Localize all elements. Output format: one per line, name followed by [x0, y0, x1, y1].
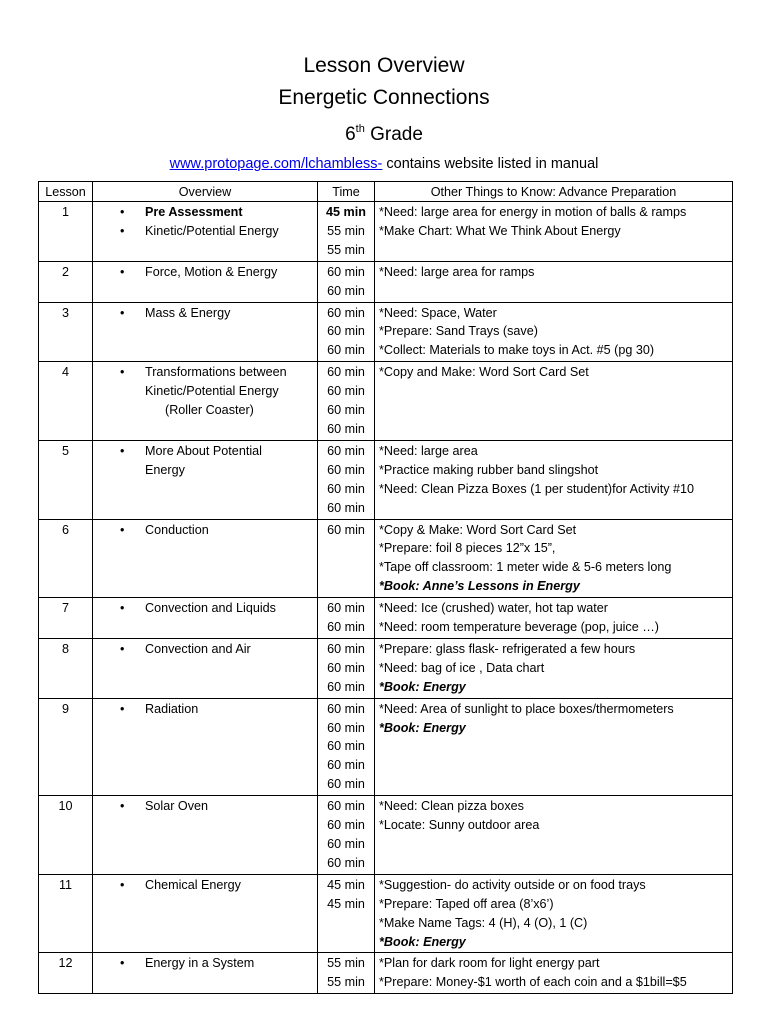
overview-text: Kinetic/Potential Energy [145, 384, 279, 399]
overview-item [97, 700, 313, 719]
note-line: *Plan for dark room for light energy part [379, 956, 600, 971]
time-value: 60 min [327, 443, 365, 458]
table-row [39, 519, 733, 598]
lesson-number: 8 [39, 638, 93, 698]
lesson-number: 4 [39, 362, 93, 441]
lesson-number: 9 [39, 698, 93, 796]
table-header-row [39, 182, 733, 202]
overview-list [97, 797, 313, 816]
note-line: *Need: large area [379, 443, 478, 458]
note-line: *Copy & Make: Word Sort Card Set [379, 522, 577, 537]
lesson-time [318, 202, 375, 262]
overview-item [97, 401, 313, 420]
note-line: *Practice making rubber band slingshot [379, 462, 599, 477]
table-row [39, 953, 733, 994]
lesson-time [318, 698, 375, 796]
time-value: 60 min [327, 324, 365, 339]
header-lesson: Lesson [39, 182, 93, 202]
lesson-time [318, 261, 375, 302]
table-row [39, 874, 733, 953]
time-value: 60 min [327, 365, 365, 380]
bullet-icon: • [120, 305, 125, 320]
time-value: 60 min [327, 818, 365, 833]
grade-line [0, 115, 768, 149]
lesson-number: 11 [39, 874, 93, 953]
lesson-notes [375, 261, 733, 302]
lesson-notes [375, 202, 733, 262]
overview-list [97, 599, 313, 618]
lesson-time [318, 874, 375, 953]
note-line: *Locate: Sunny outdoor area [379, 818, 540, 833]
time-value: 45 min [326, 205, 366, 219]
table-row [39, 638, 733, 698]
lesson-number: 3 [39, 302, 93, 362]
overview-list [97, 521, 313, 540]
lesson-time [318, 598, 375, 639]
overview-text: Convection and Liquids [145, 601, 276, 616]
note-line: *Collect: Materials to make toys in Act. #5 (pg 30) [379, 343, 655, 358]
lesson-number: 10 [39, 796, 93, 875]
bullet-icon: • [120, 601, 125, 616]
lesson-number: 12 [39, 953, 93, 994]
overview-text: Mass & Energy [145, 305, 231, 320]
time-value: 60 min [327, 701, 365, 716]
note-line: *Need: Clean pizza boxes [379, 799, 524, 814]
book-reference: *Book: Energy [379, 720, 466, 735]
overview-item [97, 521, 313, 540]
lesson-overview [93, 440, 318, 519]
time-value: 60 min [327, 421, 365, 436]
note-line: *Need: Ice (crushed) water, hot tap water [379, 601, 608, 616]
time-value: 60 min [327, 799, 365, 814]
time-value: 60 min [327, 758, 365, 773]
overview-text: Chemical Energy [145, 877, 241, 892]
overview-list [97, 700, 313, 719]
time-value: 60 min [327, 403, 365, 418]
lesson-time [318, 362, 375, 441]
time-value: 60 min [327, 837, 365, 851]
website-note: contains website listed in manual [382, 156, 599, 172]
overview-item [97, 263, 313, 282]
note-line: *Make Chart: What We Think About Energy [379, 223, 621, 238]
note-line: *Need: large area for ramps [379, 264, 535, 279]
lesson-overview [93, 302, 318, 362]
overview-text: Convection and Air [145, 641, 251, 656]
table-row [39, 261, 733, 302]
lesson-number: 5 [39, 440, 93, 519]
note-line: *Prepare: Money-$1 worth of each coin and a $1bill=$5 [379, 975, 687, 990]
lesson-overview [93, 638, 318, 698]
time-value: 60 min [327, 305, 365, 320]
time-value: 60 min [327, 739, 365, 754]
overview-item [97, 954, 313, 973]
time-value: 60 min [327, 283, 365, 298]
overview-item [97, 442, 313, 461]
overview-text: (Roller Coaster) [165, 403, 254, 418]
lesson-overview [93, 261, 318, 302]
overview-text: Conduction [145, 522, 209, 537]
overview-item [97, 203, 313, 222]
book-reference: *Book: Anne’s Lessons in Energy [379, 579, 580, 594]
lesson-number: 6 [39, 519, 93, 598]
time-value: 60 min [327, 462, 365, 477]
overview-text: Kinetic/Potential Energy [145, 223, 279, 238]
time-value: 60 min [327, 522, 365, 537]
grade-word: Grade [364, 124, 423, 145]
overview-list [97, 954, 313, 973]
overview-text: Solar Oven [145, 799, 208, 814]
bullet-icon: • [120, 205, 125, 219]
note-line: *Need: room temperature beverage (pop, juice …) [379, 620, 660, 635]
overview-list [97, 363, 313, 420]
lesson-number: 7 [39, 598, 93, 639]
table-row [39, 362, 733, 441]
overview-list [97, 203, 313, 241]
table-row [39, 698, 733, 796]
bullet-icon: • [120, 641, 125, 656]
lesson-notes [375, 362, 733, 441]
overview-text: Energy [145, 462, 185, 477]
lesson-overview [93, 698, 318, 796]
time-value: 60 min [327, 777, 365, 792]
overview-list [97, 876, 313, 895]
note-line: *Need: bag of ice , Data chart [379, 660, 545, 675]
time-value: 60 min [327, 264, 365, 279]
overview-text: Energy in a System [145, 956, 255, 971]
time-value: 60 min [327, 343, 365, 358]
time-value: 60 min [327, 601, 365, 616]
lesson-notes [375, 598, 733, 639]
lesson-time [318, 519, 375, 598]
bullet-icon: • [120, 701, 125, 716]
overview-list [97, 442, 313, 480]
overview-item [97, 599, 313, 618]
grade-number: 6 [345, 124, 356, 145]
note-line: *Prepare: foil 8 pieces 12”x 15”, [379, 541, 556, 556]
lesson-number: 2 [39, 261, 93, 302]
bullet-icon: • [120, 264, 125, 279]
header-notes: Other Things to Know: Advance Preparation [375, 182, 733, 202]
note-line: *Make Name Tags: 4 (H), 4 (O), 1 (C) [379, 915, 588, 930]
overview-item [97, 640, 313, 659]
lesson-time [318, 440, 375, 519]
note-line: *Prepare: Taped off area (8’x6’) [379, 896, 554, 911]
note-line: *Need: Clean Pizza Boxes (1 per student)for Activity #10 [379, 481, 695, 496]
overview-item [97, 797, 313, 816]
bullet-icon: • [120, 365, 125, 380]
time-value: 60 min [327, 679, 365, 694]
lesson-notes [375, 440, 733, 519]
header-time: Time [318, 182, 375, 202]
time-value: 55 min [327, 223, 365, 238]
lesson-notes [375, 874, 733, 953]
note-line: *Suggestion- do activity outside or on food trays [379, 877, 646, 892]
overview-item [97, 876, 313, 895]
time-value: 60 min [327, 641, 365, 656]
overview-text: Force, Motion & Energy [145, 264, 278, 279]
table-row [39, 796, 733, 875]
lesson-table [38, 181, 733, 994]
lesson-overview [93, 598, 318, 639]
overview-list [97, 640, 313, 659]
overview-text: Transformations between [145, 365, 287, 380]
time-value: 60 min [327, 620, 365, 635]
lesson-number: 1 [39, 202, 93, 262]
time-value: 45 min [327, 877, 365, 892]
lesson-time [318, 302, 375, 362]
overview-text: Pre Assessment [145, 205, 243, 219]
overview-item [97, 382, 313, 401]
book-reference: *Book: Energy [379, 679, 466, 694]
header-overview: Overview [93, 182, 318, 202]
overview-item [97, 461, 313, 480]
overview-text: Radiation [145, 701, 199, 716]
overview-text: More About Potential [145, 443, 262, 458]
time-value: 60 min [327, 720, 365, 735]
website-line [0, 153, 768, 175]
table-row [39, 598, 733, 639]
bullet-icon: • [120, 877, 125, 892]
lesson-notes [375, 796, 733, 875]
lesson-overview [93, 874, 318, 953]
lesson-notes [375, 638, 733, 698]
bullet-icon: • [120, 443, 125, 458]
bullet-icon: • [120, 799, 125, 814]
time-value: 45 min [327, 896, 365, 911]
lesson-notes [375, 953, 733, 994]
lesson-overview [93, 796, 318, 875]
overview-list [97, 263, 313, 282]
lesson-overview [93, 362, 318, 441]
note-line: *Prepare: glass flask- refrigerated a few hours [379, 641, 636, 656]
lesson-overview [93, 519, 318, 598]
note-line: *Need: large area for energy in motion of balls & ramps [379, 205, 687, 219]
time-value: 60 min [327, 660, 365, 675]
book-reference: *Book: Energy [379, 934, 466, 949]
bullet-icon: • [120, 223, 125, 238]
table-row [39, 440, 733, 519]
grade-suffix: th [355, 123, 365, 135]
lesson-overview [93, 202, 318, 262]
time-value: 55 min [327, 975, 365, 990]
document-header [0, 50, 768, 175]
table-row [39, 202, 733, 262]
lesson-time [318, 953, 375, 994]
title-line-2: Energetic Connections [278, 86, 490, 109]
table-row [39, 302, 733, 362]
lesson-time [318, 796, 375, 875]
lesson-overview [93, 953, 318, 994]
website-link[interactable]: www.protopage.com/lchambless- [169, 156, 383, 172]
overview-item [97, 222, 313, 241]
overview-item [97, 304, 313, 323]
note-line: *Tape off classroom: 1 meter wide & 5-6 meters long [379, 560, 672, 575]
note-line: *Need: Area of sunlight to place boxes/thermometers [379, 701, 674, 716]
time-value: 60 min [327, 500, 365, 515]
time-value: 60 min [327, 855, 365, 870]
time-value: 60 min [327, 384, 365, 399]
bullet-icon: • [120, 522, 125, 537]
lesson-notes [375, 302, 733, 362]
time-value: 55 min [327, 956, 365, 971]
time-value: 60 min [327, 481, 365, 496]
note-line: *Need: Space, Water [379, 305, 497, 320]
lesson-rows [39, 202, 733, 994]
lesson-notes [375, 519, 733, 598]
lesson-time [318, 638, 375, 698]
note-line: *Prepare: Sand Trays (save) [379, 324, 538, 339]
bullet-icon: • [120, 956, 125, 971]
title-line-1: Lesson Overview [303, 54, 465, 77]
lesson-notes [375, 698, 733, 796]
overview-list [97, 304, 313, 323]
overview-item [97, 363, 313, 382]
time-value: 55 min [327, 242, 365, 257]
note-line: *Copy and Make: Word Sort Card Set [379, 365, 589, 380]
